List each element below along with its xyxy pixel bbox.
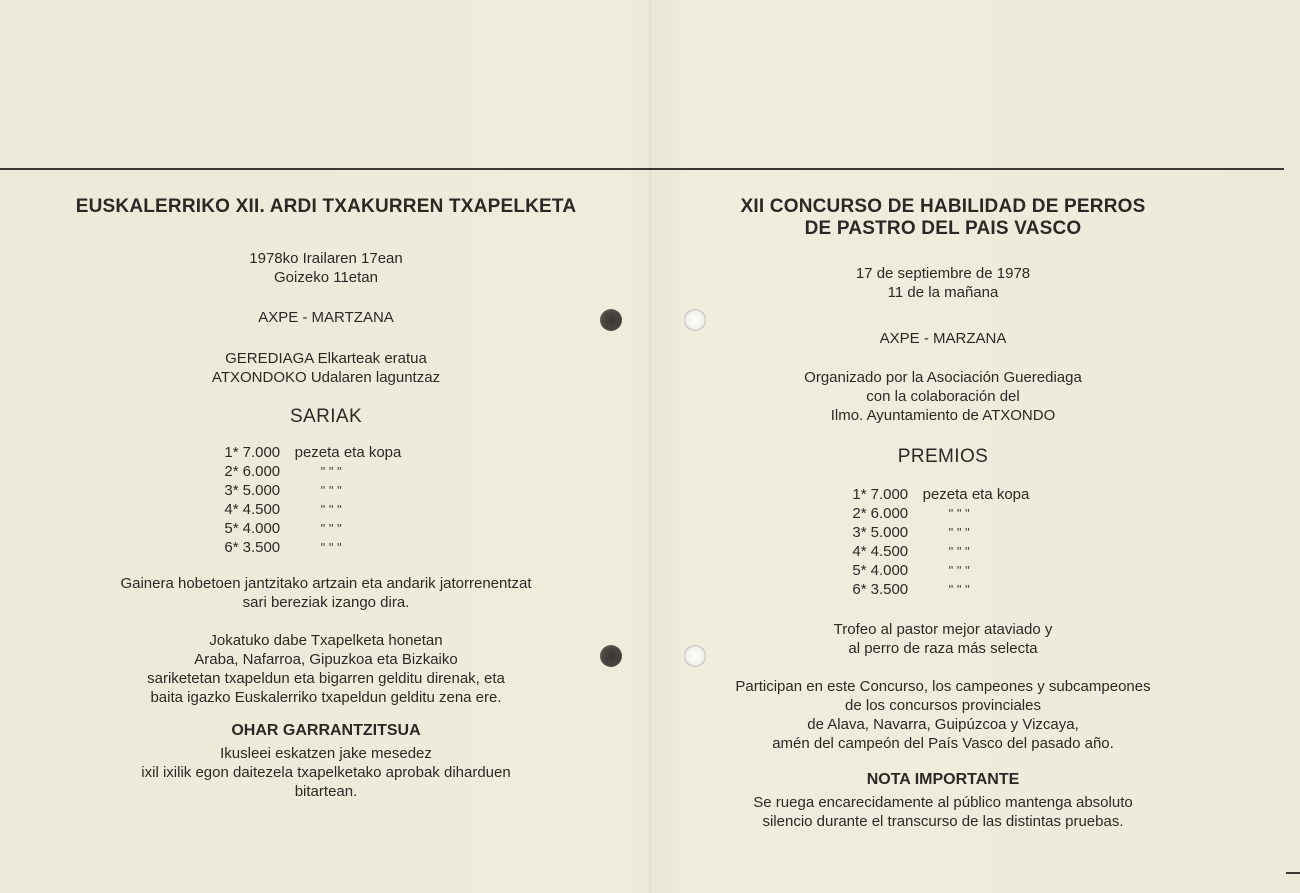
prize-rank: 3* <box>852 524 867 541</box>
basque-prizes-heading: SARIAK <box>289 406 363 427</box>
prize-desc: pezeta eta kopa <box>294 444 402 461</box>
basque-column <box>40 196 612 801</box>
prize-ditto: " " " <box>320 483 342 498</box>
prize-amount: 3.500 <box>242 539 281 556</box>
prize-row <box>213 481 402 500</box>
basque-extra-line1: Gainera hobetoen jantzitako artzain eta andarik jatorrenentzat <box>120 575 532 592</box>
prize-rank: 1* <box>852 486 867 503</box>
basque-extra-line2: sari bereziak izango dira. <box>242 594 410 611</box>
spanish-organizer-line3: Ilmo. Ayuntamiento de ATXONDO <box>830 407 1056 424</box>
basque-location: AXPE - MARTZANA <box>258 309 394 326</box>
spanish-participants-line2: de los concursos provinciales <box>845 697 1041 714</box>
spanish-location: AXPE - MARZANA <box>879 330 1007 347</box>
prize-amount: 5.000 <box>870 524 909 541</box>
basque-note-line2: ixil ixilik egon daitezela txapelketako aprobak dihardue​n <box>141 764 511 781</box>
spanish-organizer-line2: con la colaboración del <box>866 388 1020 405</box>
prize-row <box>841 580 1030 599</box>
prize-amount: 4.500 <box>242 501 281 518</box>
prize-row <box>841 542 1030 561</box>
spanish-organizer-line1: Organizado por la Asociación Guerediaga <box>804 369 1082 386</box>
prize-amount: 6.000 <box>870 505 909 522</box>
spanish-note-line2: silencio durante el transcurso de las distintas pruebas. <box>762 813 1124 830</box>
basque-prize-list <box>213 443 402 557</box>
prize-amount: 5.000 <box>242 482 281 499</box>
spanish-participants-line3: de Alava, Navarra, Guipúzcoa y Vizcaya, <box>807 716 1079 733</box>
prize-ditto: " " " <box>948 582 970 597</box>
spanish-column <box>670 196 1216 831</box>
spanish-trophy-line2: al perro de raza más selecta <box>848 640 1038 657</box>
prize-ditto: " " " <box>948 544 970 559</box>
corner-mark <box>1286 872 1300 874</box>
prize-rank: 2* <box>852 505 867 522</box>
prize-row <box>841 504 1030 523</box>
prize-rank: 6* <box>852 581 867 598</box>
spanish-title-line2: DE PASTRO DEL PAIS VASCO <box>804 218 1082 239</box>
basque-participants-line4: baita igazko Euskalerriko txapeldun gelditu zena ere. <box>150 689 502 706</box>
spanish-prizes-heading: PREMIOS <box>897 446 989 467</box>
prize-row <box>841 485 1030 504</box>
spanish-note-line1: Se ruega encarecidamente al público mantenga absoluto <box>753 794 1133 811</box>
prize-ditto: " " " <box>948 506 970 521</box>
prize-row <box>841 561 1030 580</box>
prize-rank: 2* <box>224 463 239 480</box>
prize-rank: 5* <box>852 562 867 579</box>
prize-row <box>841 523 1030 542</box>
spanish-participants-line4: amén del campeón del País Vasco del pasado año. <box>772 735 1114 752</box>
spanish-trophy-line1: Trofeo al pastor mejor ataviado y <box>833 621 1053 638</box>
prize-amount: 3.500 <box>870 581 909 598</box>
basque-organizer-line2: ATXONDOKO Udalaren laguntzaz <box>211 369 441 386</box>
prize-rank: 4* <box>224 501 239 518</box>
basque-note-heading: OHAR GARRANTZITSUA <box>231 722 421 739</box>
prize-ditto: " " " <box>320 521 342 536</box>
prize-ditto: " " " <box>320 464 342 479</box>
prize-row <box>213 443 402 462</box>
basque-date: 1978ko Irailaren 17ean <box>249 250 403 267</box>
prize-row <box>213 519 402 538</box>
prize-desc: pezeta eta kopa <box>922 486 1030 503</box>
prize-rank: 3* <box>224 482 239 499</box>
basque-title: EUSKALERRIKO XII. ARDI TXAKURREN TXAPELKETA <box>75 196 577 217</box>
prize-rank: 4* <box>852 543 867 560</box>
prize-amount: 6.000 <box>242 463 281 480</box>
prize-row <box>213 538 402 557</box>
spanish-title-line1: XII CONCURSO DE HABILIDAD DE PERROS <box>740 196 1146 217</box>
basque-note-line3: bitartean. <box>294 783 358 800</box>
basque-participants-line1: Jokatuko dabe Txapelketa honetan <box>209 632 443 649</box>
prize-ditto: " " " <box>948 525 970 540</box>
basque-participants-line3: sariketetan txapeldun eta bigarren gelditu direnak, eta <box>147 670 505 687</box>
prize-amount: 7.000 <box>242 444 281 461</box>
prize-amount: 7.000 <box>870 486 909 503</box>
horizontal-rule <box>0 168 1284 170</box>
center-fold <box>648 0 652 893</box>
spanish-time: 11 de la mañana <box>887 284 999 301</box>
basque-time: Goizeko 11etan <box>274 269 378 286</box>
prize-ditto: " " " <box>948 563 970 578</box>
spanish-date: 17 de septiembre de 1978 <box>855 265 1031 282</box>
prize-row <box>213 462 402 481</box>
spanish-participants-line1: Participan en este Concurso, los campeones y subcampeones <box>735 678 1151 695</box>
prize-ditto: " " " <box>320 540 342 555</box>
prize-row <box>213 500 402 519</box>
prize-rank: 1* <box>224 444 239 461</box>
prize-amount: 4.000 <box>870 562 909 579</box>
spanish-note-heading: NOTA IMPORTANTE <box>866 771 1020 788</box>
prize-amount: 4.000 <box>242 520 281 537</box>
prize-rank: 6* <box>224 539 239 556</box>
prize-amount: 4.500 <box>870 543 909 560</box>
basque-note-line1: Ikusleei eskatzen jake mesedez <box>220 745 432 762</box>
prize-ditto: " " " <box>320 502 342 517</box>
prize-rank: 5* <box>224 520 239 537</box>
basque-organizer-line1: GEREDIAGA Elkarteak eratua <box>225 350 427 367</box>
spanish-prize-list <box>841 485 1030 599</box>
basque-participants-line2: Araba, Nafarroa, Gipuzkoa eta Bizkaiko <box>194 651 458 668</box>
